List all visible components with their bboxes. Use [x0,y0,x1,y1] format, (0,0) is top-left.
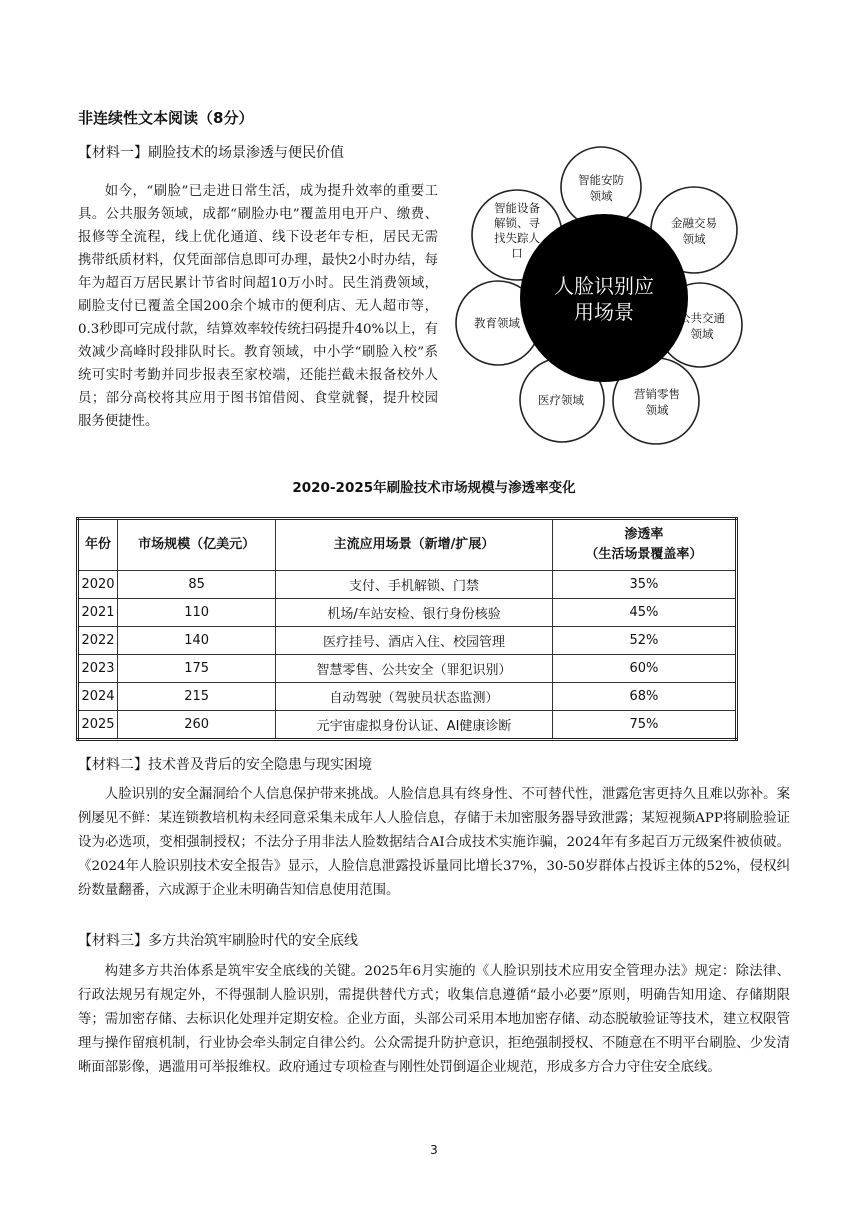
table-row [78,571,737,599]
cell-year: 2020 [78,571,118,599]
cell-market-size: 110 [117,599,275,627]
cell-year: 2022 [78,627,118,655]
center-label-line2: 用场景 [574,300,634,324]
cell-penetration: 45% [552,599,736,627]
cell-penetration: 35% [552,571,736,599]
cell-market-size: 85 [117,571,275,599]
header-penetration-line2: （生活场景覆盖率） [585,547,703,562]
header-scenarios: 主流应用场景（新增/扩展） [276,519,553,571]
node-security-line1: 智能安防 [578,173,624,187]
cell-scenario: 医疗挂号、酒店入住、校园管理 [276,627,553,655]
node-devices-line3: 找失踪人 [494,231,540,245]
cell-scenario: 元宇宙虚拟身份认证、AI健康诊断 [276,711,553,740]
center-label-line1: 人脸识别应 [554,274,654,298]
cell-market-size: 260 [117,711,275,740]
table-row [78,683,737,711]
cell-market-size: 215 [117,683,275,711]
node-finance-line2: 领域 [682,232,706,246]
cell-penetration: 75% [552,711,736,740]
material2-body: 人脸识别的安全漏洞给个人信息保护带来挑战。人脸信息具有终身性、不可替代性，泄露危害更持久且难以弥补。案例屡见不鲜：某连锁教培机构未经同意采集未成年人人脸信息，存储于未加密服务器导致泄露；某短视频APP将刷脸验证设为必选项，变相强制授权；不法分子用非法人脸数据结合AI合成技术实施诈骗，2024年有多起百万元级案件被侦破。《2024年人脸识别技术安全报告》显示，人脸信息泄露投诉量同比增长37%，30-50岁群体占投诉主体的52%，侵权纠纷数量翻番，六成源于企业未明确告知信息使用范围。 [78,787,790,898]
material2-heading: 【材料二】技术普及背后的安全隐患与现实困境 [78,757,372,773]
page-number: 3 [430,1143,438,1157]
header-year: 年份 [78,519,118,571]
cell-market-size: 175 [117,655,275,683]
header-penetration [552,519,736,571]
node-education-line1: 教育领域 [474,316,520,330]
cell-penetration: 68% [552,683,736,711]
material3-body: 构建多方共治体系是筑牢安全底线的关键。2025年6月实施的《人脸识别技术应用安全管理办法》规定：除法律、行政法规另有规定外，不得强制人脸识别，需提供替代方式；收集信息遵循“最小必要”原则，明确告知用途、存储期限等；需加密存储、去标识化处理并定期安检。企业方面，头部公司采用本地加密存储、动态脱敏验证等技术，建立权限管理与操作留痕机制，行业协会牵头制定自律公约。公众需提升防护意识，拒绝强制授权、不随意在不明平台刷脸、少发清晰面部影像，遇滥用可举报维权。政府通过专项检查与刚性处罚倒逼企业规范，形成多方合力守住安全底线。 [78,964,790,1075]
material1-body: 如今，“刷脸”已走进日常生活，成为提升效率的重要工具。公共服务领域，成都“刷脸办电”覆盖用电开户、缴费、报修等全流程，线上优化通道、线下设老年专柜，居民无需携带纸质材料，仅凭面部信息即可办理，最快2小时办结，每年为超百万居民累计节省时间超10万小时。民生消费领域，刷脸支付已覆盖全国200余个城市的便利店、无人超市等，0.3秒即可完成付款，结算效率较传统扫码提升40%以上，有效减少高峰时段排队时长。教育领域，中小学“刷脸入校”系统可实时考勤并同步报表至家校端，还能拦截未报备校外人员；部分高校将其应用于图书馆借阅、食堂就餐，提升校园服务便捷性。 [78,184,438,429]
header-market-size: 市场规模（亿美元） [117,519,275,571]
cell-penetration: 60% [552,655,736,683]
cell-scenario: 自动驾驶（驾驶员状态监测） [276,683,553,711]
cell-scenario: 智慧零售、公共安全（罪犯识别） [276,655,553,683]
node-finance-line1: 金融交易 [671,216,717,230]
table-row [78,655,737,683]
table-row [78,627,737,655]
table-header-row [78,519,737,571]
node-devices-line2: 解锁、寻 [494,216,540,230]
center-circle [520,214,688,382]
cell-year: 2025 [78,711,118,740]
table-row [78,599,737,627]
cell-penetration: 52% [552,627,736,655]
cell-year: 2024 [78,683,118,711]
cell-market-size: 140 [117,627,275,655]
node-retail-line1: 营销零售 [634,387,680,401]
cell-year: 2023 [78,655,118,683]
table-row [78,711,737,740]
node-medical-line1: 医疗领域 [538,393,584,407]
cell-year: 2021 [78,599,118,627]
node-retail-line2: 领域 [645,403,669,417]
node-devices-line1: 智能设备 [494,201,540,215]
material1-heading: 【材料一】刷脸技术的场景渗透与便民价值 [78,145,344,161]
face-recognition-scenario-diagram [448,145,744,447]
node-security-line2: 领域 [589,189,613,203]
cell-scenario: 机场/车站安检、银行身份核验 [276,599,553,627]
header-penetration-line1: 渗透率 [624,527,664,542]
node-devices-line4: 口 [511,246,523,260]
node-transport-line1: 公共交通 [679,311,725,325]
market-table [76,517,738,741]
node-transport-line2: 领域 [690,327,714,341]
cell-scenario: 支付、手机解锁、门禁 [276,571,553,599]
material3-heading: 【材料三】多方共治筑牢刷脸时代的安全底线 [78,933,358,949]
table-caption: 2020-2025年刷脸技术市场规模与渗透率变化 [292,480,576,496]
section-title: 非连续性文本阅读（8分） [78,109,254,127]
